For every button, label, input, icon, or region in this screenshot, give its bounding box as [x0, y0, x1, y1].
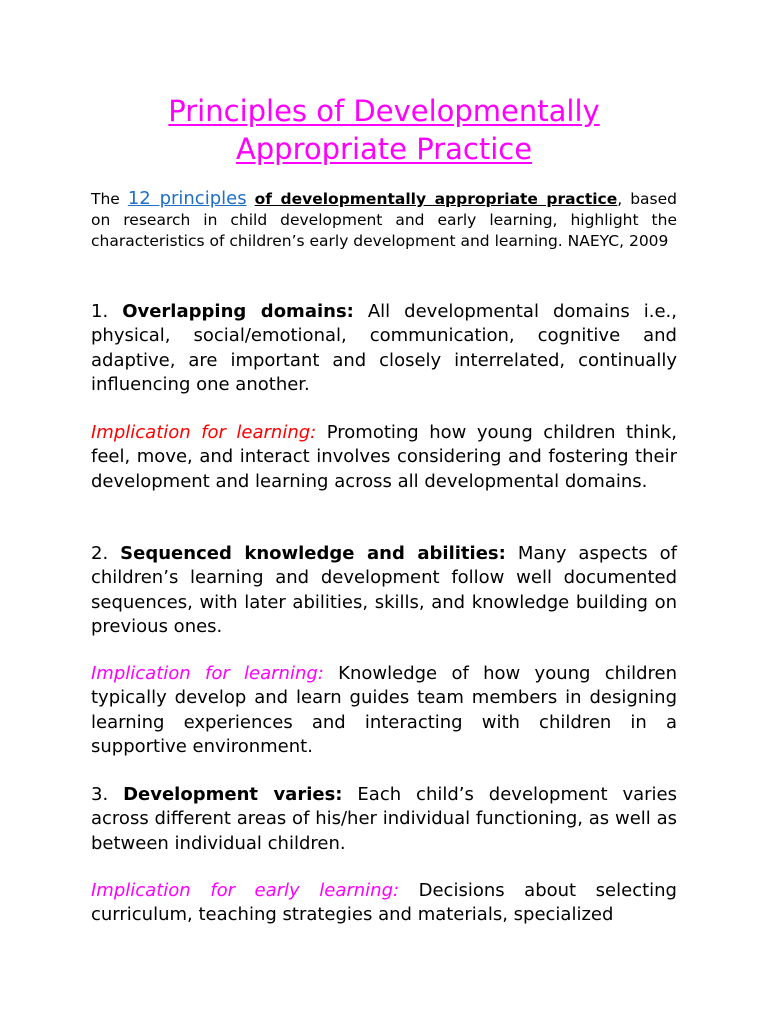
document-title — [0, 92, 768, 168]
principle-1-text: All developmental domains i.e., physical, social/emotional, communication, cognitive and adaptive, are important and closely interrelated, continually influencing one another. — [91, 301, 677, 395]
dap-link[interactable]: of developmentally appropriate practice — [254, 190, 618, 208]
principle-1-implication-label: Implication for learning: — [91, 422, 317, 443]
principle-3-number: 3. — [91, 784, 124, 805]
principle-3-implication-text: Decisions about selecting curriculum, teaching strategies and materials, specialized — [91, 880, 677, 926]
principle-2-implication-text: Knowledge of how young children typically develop and learn guides team members in designing learning experiences and interacting with children in a supportive environment. — [91, 663, 677, 757]
principle-3-text: Each child’s development varies across different areas of his/her individual functioning, as well as between individual children. — [91, 784, 677, 854]
principle-2-implication — [91, 662, 677, 759]
title-line-1: Principles of Developmentally — [168, 94, 600, 128]
principle-1-implication — [91, 421, 677, 494]
principle-2-heading: Sequenced knowledge and abilities: — [120, 543, 506, 564]
principle-1-heading: Overlapping domains: — [122, 301, 354, 322]
principle-3-heading: Development varies: — [123, 784, 343, 805]
principle-2 — [91, 542, 677, 639]
principle-2-number: 2. — [91, 543, 121, 564]
principle-1-implication-text: Promoting how young children think, feel, move, and interact involves considering and fostering their development and learning across all developmental domains. — [91, 422, 677, 492]
principle-2-implication-label: Implication for learning: — [91, 663, 324, 684]
principle-3-implication-label: Implication for early learning: — [91, 880, 400, 901]
principle-3 — [91, 783, 677, 856]
intro-lead: The — [91, 190, 128, 208]
intro-rest: , based on research in child development and early learning, highlight the characteristics of children’s early development and learning. NAEYC, 2009 — [91, 190, 677, 250]
principle-3-implication — [91, 879, 677, 928]
principle-1-number: 1. — [91, 301, 123, 322]
principles-count-link[interactable]: 12 principles — [127, 188, 247, 209]
intro-paragraph — [91, 188, 677, 252]
principle-2-text: Many aspects of children’s learning and development follow well documented sequences, with later abilities, skills, and knowledge building on previous ones. — [91, 543, 678, 637]
principle-1 — [91, 300, 677, 397]
title-line-2: Appropriate Practice — [235, 132, 533, 166]
